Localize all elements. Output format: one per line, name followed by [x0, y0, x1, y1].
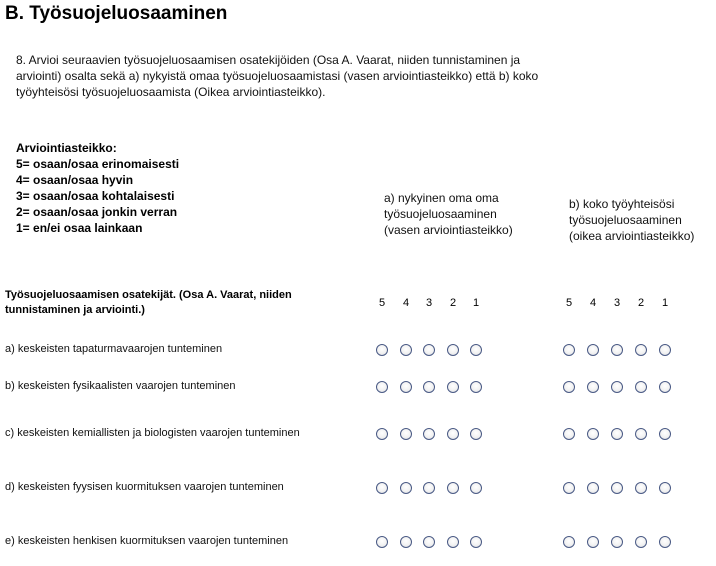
scale-number-a: 4 [402, 297, 410, 309]
radio-a-2[interactable] [447, 428, 459, 440]
scale-number-b: 5 [565, 297, 573, 309]
scale-number-a: 1 [472, 297, 480, 309]
radio-a-1[interactable] [470, 344, 482, 356]
radio-a-4[interactable] [400, 536, 412, 548]
radio-b-1[interactable] [659, 428, 671, 440]
radio-b-3[interactable] [611, 536, 623, 548]
radio-b-3[interactable] [611, 344, 623, 356]
radio-a-2[interactable] [447, 344, 459, 356]
radio-b-2[interactable] [635, 344, 647, 356]
question-line: arviointi) osalta sekä a) nykyistä omaa työsuojeluosaamistasi (vasen arviointiasteikko) että b) koko [16, 69, 539, 83]
radio-a-4[interactable] [400, 344, 412, 356]
radio-b-3[interactable] [611, 482, 623, 494]
radio-b-1[interactable] [659, 536, 671, 548]
column-a-header [384, 190, 513, 238]
rating-scale-legend [16, 140, 179, 236]
radio-a-5[interactable] [376, 482, 388, 494]
radio-b-3[interactable] [611, 381, 623, 393]
rating-scale-item: 1= en/ei osaa lainkaan [16, 221, 143, 235]
column-a-header-line: työsuojeluosaaminen [384, 207, 497, 221]
row-header-line: tunnistaminen ja arviointi.) [5, 304, 145, 316]
scale-number-b: 3 [613, 297, 621, 309]
radio-b-1[interactable] [659, 482, 671, 494]
radio-a-1[interactable] [470, 428, 482, 440]
radio-b-4[interactable] [587, 381, 599, 393]
row-header-line: Työsuojeluosaamisen osatekijät. (Osa A. Vaarat, niiden [5, 289, 292, 301]
column-a-header-line: a) nykyinen oma oma [384, 191, 499, 205]
row-label: d) keskeisten fyysisen kuormituksen vaarojen tunteminen [5, 481, 284, 493]
radio-b-1[interactable] [659, 344, 671, 356]
column-b-header-line: työsuojeluosaaminen [569, 213, 682, 227]
radio-b-4[interactable] [587, 344, 599, 356]
radio-b-5[interactable] [563, 344, 575, 356]
radio-a-5[interactable] [376, 381, 388, 393]
radio-b-5[interactable] [563, 381, 575, 393]
column-a-header-line: (vasen arviointiasteikko) [384, 223, 513, 237]
radio-a-3[interactable] [423, 344, 435, 356]
column-b-header-line: (oikea arviointiasteikko) [569, 229, 695, 243]
radio-a-3[interactable] [423, 428, 435, 440]
rating-scale-item: 4= osaan/osaa hyvin [16, 173, 134, 187]
section-title: B. Työsuojeluosaaminen [5, 3, 228, 24]
row-label: a) keskeisten tapaturmavaarojen tunteminen [5, 343, 223, 355]
question-text [16, 52, 606, 100]
radio-b-2[interactable] [635, 482, 647, 494]
scale-number-b: 1 [661, 297, 669, 309]
radio-b-4[interactable] [587, 482, 599, 494]
rating-scale-item: 5= osaan/osaa erinomaisesti [16, 157, 180, 171]
radio-b-1[interactable] [659, 381, 671, 393]
radio-a-4[interactable] [400, 428, 412, 440]
radio-a-4[interactable] [400, 482, 412, 494]
row-header [5, 288, 345, 318]
rating-scale-title: Arviointiasteikko: [16, 141, 117, 155]
row-label: b) keskeisten fysikaalisten vaarojen tunteminen [5, 380, 236, 392]
radio-a-5[interactable] [376, 344, 388, 356]
radio-b-2[interactable] [635, 381, 647, 393]
radio-b-2[interactable] [635, 536, 647, 548]
radio-b-5[interactable] [563, 482, 575, 494]
scale-number-a: 5 [378, 297, 386, 309]
radio-a-2[interactable] [447, 536, 459, 548]
scale-number-a: 3 [425, 297, 433, 309]
row-label: c) keskeisten kemiallisten ja biologisten vaarojen tunteminen [5, 427, 300, 439]
radio-a-1[interactable] [470, 536, 482, 548]
radio-a-3[interactable] [423, 381, 435, 393]
radio-b-4[interactable] [587, 428, 599, 440]
question-line: 8. Arvioi seuraavien työsuojeluosaamisen osatekijöiden (Osa A. Vaarat, niiden tunnistaminen ja [16, 53, 521, 67]
column-b-header-line: b) koko työyhteisösi [569, 197, 675, 211]
radio-b-4[interactable] [587, 536, 599, 548]
radio-a-3[interactable] [423, 536, 435, 548]
radio-a-3[interactable] [423, 482, 435, 494]
row-label: e) keskeisten henkisen kuormituksen vaarojen tunteminen [5, 535, 289, 547]
radio-b-5[interactable] [563, 428, 575, 440]
radio-b-5[interactable] [563, 536, 575, 548]
column-b-header [569, 196, 694, 244]
radio-b-2[interactable] [635, 428, 647, 440]
scale-number-a: 2 [449, 297, 457, 309]
radio-a-5[interactable] [376, 428, 388, 440]
rating-scale-item: 2= osaan/osaa jonkin verran [16, 205, 178, 219]
scale-number-b: 2 [637, 297, 645, 309]
radio-a-1[interactable] [470, 381, 482, 393]
radio-a-1[interactable] [470, 482, 482, 494]
question-line: työyhteisösi työsuojeluosaamista (Oikea arviointiasteikko). [16, 85, 326, 99]
radio-a-4[interactable] [400, 381, 412, 393]
rating-scale-item: 3= osaan/osaa kohtalaisesti [16, 189, 175, 203]
radio-a-2[interactable] [447, 482, 459, 494]
radio-b-3[interactable] [611, 428, 623, 440]
radio-a-5[interactable] [376, 536, 388, 548]
radio-a-2[interactable] [447, 381, 459, 393]
scale-number-b: 4 [589, 297, 597, 309]
